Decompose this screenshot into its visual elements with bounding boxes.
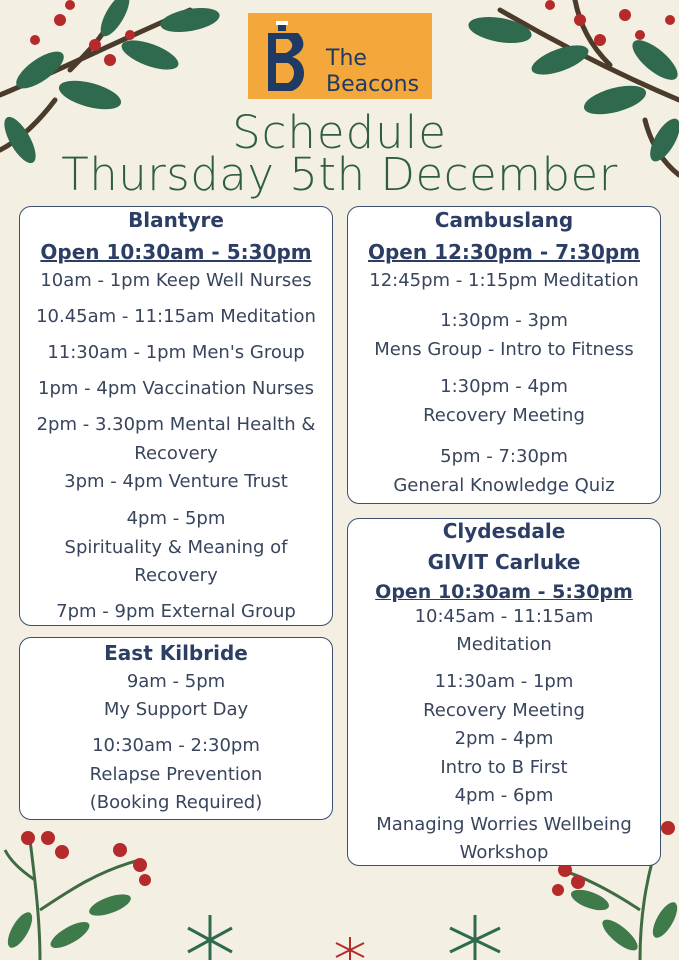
- schedule-item: Workshop: [459, 842, 549, 863]
- schedule-item: 1pm - 4pm Vaccination Nurses: [38, 378, 314, 399]
- venue-name: GIVIT Carluke: [427, 550, 581, 574]
- schedule-date: Thursday 5th December: [61, 148, 618, 201]
- schedule-item: Recovery: [134, 443, 218, 464]
- east-kilbride-card: [19, 637, 333, 820]
- opening-hours: Open 10:30am - 5:30pm: [40, 240, 312, 264]
- schedule-item: Spirituality & Meaning of: [64, 537, 288, 558]
- opening-hours: Open 12:30pm - 7:30pm: [367, 240, 641, 264]
- opening-hours: Open 10:30am - 5:30pm: [375, 581, 633, 603]
- berry-sprig-icon: [0, 820, 170, 960]
- schedule-item: Mens Group - Intro to Fitness: [374, 339, 634, 360]
- blantyre-card: [19, 206, 333, 626]
- schedule-item: 10am - 1pm Keep Well Nurses: [40, 270, 312, 291]
- schedule-item: Recovery: [134, 565, 218, 586]
- snowflake-icon: [180, 910, 240, 960]
- schedule-title: Schedule: [232, 106, 447, 159]
- schedule-item: Recovery Meeting: [423, 405, 585, 426]
- brand-name-line1: The: [326, 46, 367, 71]
- schedule-item: 10.45am - 11:15am Meditation: [36, 306, 316, 327]
- schedule-item: 7pm - 9pm External Group: [56, 601, 296, 622]
- schedule-item: 1:30pm - 4pm: [440, 376, 568, 397]
- schedule-item: 11:30am - 1pm Men's Group: [47, 342, 305, 363]
- schedule-item: 4pm - 6pm: [454, 785, 554, 806]
- schedule-item: 12:45pm - 1:15pm Meditation: [369, 270, 639, 291]
- schedule-item: 10:45am - 11:15am: [414, 606, 594, 627]
- schedule-item: 4pm - 5pm: [126, 508, 226, 529]
- schedule-item: (Booking Required): [89, 792, 263, 813]
- schedule-item: 11:30am - 1pm: [434, 671, 574, 692]
- lighthouse-logo-icon: [262, 21, 304, 93]
- schedule-item: 1:30pm - 3pm: [440, 310, 568, 331]
- schedule-item: 5pm - 7:30pm: [440, 446, 568, 467]
- snowflake-icon: [440, 910, 510, 960]
- schedule-item: General Knowledge Quiz: [393, 475, 615, 496]
- schedule-item: 3pm - 4pm Venture Trust: [64, 471, 288, 492]
- location-name: Cambuslang: [434, 208, 574, 232]
- location-name: Blantyre: [128, 208, 224, 232]
- schedule-item: Intro to B First: [440, 757, 568, 778]
- snowflake-icon: [330, 935, 370, 960]
- location-name: Clydesdale: [442, 519, 566, 543]
- schedule-item: My Support Day: [103, 699, 249, 720]
- brand-logo: [248, 13, 432, 99]
- brand-name-line2: Beacons: [326, 72, 420, 97]
- location-name: East Kilbride: [104, 641, 248, 665]
- schedule-item: Relapse Prevention: [89, 764, 263, 785]
- schedule-item: Recovery Meeting: [423, 700, 585, 721]
- schedule-item: 10:30am - 2:30pm: [92, 735, 260, 756]
- clydesdale-card: [347, 518, 661, 866]
- schedule-item: 9am - 5pm: [126, 671, 226, 692]
- schedule-item: 2pm - 4pm: [454, 728, 554, 749]
- cambuslang-card: [347, 206, 661, 504]
- schedule-item: Managing Worries Wellbeing: [376, 814, 632, 835]
- schedule-item: Meditation: [456, 634, 552, 655]
- schedule-item: 2pm - 3.30pm Mental Health &: [36, 414, 316, 435]
